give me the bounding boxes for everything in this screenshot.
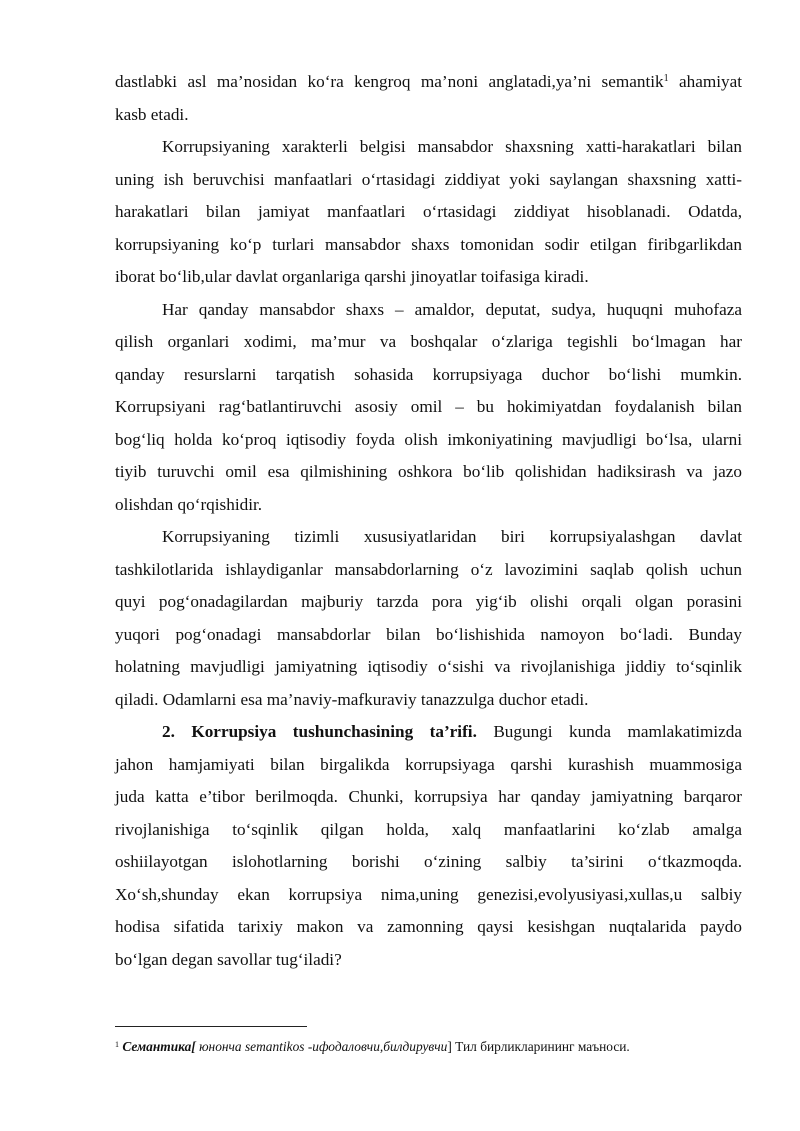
paragraph-line: qanday resurslarni tarqatish sohasida korrupsiyaga duchor bo‘lishi mumkin. [115, 364, 742, 384]
footnote-separator [115, 1026, 307, 1027]
paragraph-line: uning ish beruvchisi manfaatlari o‘rtasidagi ziddiyat yoki saylangan shaxsning xatti- [115, 169, 742, 189]
paragraph-line: juda katta e’tibor berilmoqda. Chunki, korrupsiya har qanday jamiyatning barqaror [115, 787, 742, 806]
paragraph-line: holatning mavjudligi jamiyatning iqtisodiy o‘sishi va rivojlanishiga jiddiy to‘sqinlik [115, 657, 742, 676]
footnote-etymology: юнонча semantikos -ифодаловчи,билдирувчи [195, 1039, 448, 1054]
footnote-marker: 1 [115, 1040, 119, 1049]
paragraph-line: Korrupsiyani rag‘batlantiruvchi asosiy omil – bu hokimiyatdan foydalanish bilan [115, 397, 742, 416]
paragraph-line: korrupsiyaning ko‘p turlari mansabdor shaxs tomonidan sodir etilgan firibgarlikdan [115, 234, 742, 254]
text-run: dastlabki asl ma’nosidan ko‘ra kengroq ma’noni anglatadi,ya’ni semantik [115, 72, 664, 91]
paragraph-line: tashkilotlarida ishlaydiganlar mansabdorlarning o‘z lavozimini saqlab qolish uchun [115, 559, 742, 579]
text-run: Bugungi kunda mamlakatimizda [476, 722, 742, 741]
section-heading: 2. Korrupsiya tushunchasining ta’rifi. [162, 722, 477, 741]
footnote-ref[interactable]: 1 [663, 73, 669, 84]
footnote-term: Семантика[ [122, 1039, 196, 1054]
paragraph-line: Korrupsiyaning tizimli xususiyatlaridan biri korrupsiyalashgan davlat [162, 527, 742, 546]
paragraph-line: iborat bo‘lib,ular davlat organlariga qarshi jinoyatlar toifasiga kiradi. [115, 267, 589, 286]
paragraph-line: bo‘lgan degan savollar tug‘iladi? [115, 949, 342, 969]
text-run: ahamiyat [668, 72, 742, 91]
paragraph-line: bog‘liq holda ko‘proq iqtisodiy foyda olish imkoniyatining mavjudligi bo‘lsa, ularni [115, 429, 742, 449]
paragraph-line: jahon hamjamiyati bilan birgalikda korrupsiyaga qarshi kurashish muammosiga [115, 754, 742, 774]
paragraph-line [115, 66, 742, 99]
paragraph-line: Korrupsiyaning xarakterli belgisi mansabdor shaxsning xatti-harakatlari bilan [162, 137, 742, 156]
paragraph-line: rivojlanishiga to‘sqinlik qilgan holda, xalq manfaatlarini ko‘zlab amalga [115, 819, 742, 839]
paragraph-line: qiladi. Odamlarni esa ma’naviy-mafkuraviy tanazzulga duchor etadi. [115, 689, 589, 709]
footnote [115, 1038, 755, 1056]
paragraph-line: quyi pog‘onadagilardan majburiy tarzda pora yig‘ib olishi orqali olgan porasini [115, 592, 742, 611]
paragraph-line: harakatlari bilan jamiyat manfaatlari o‘rtasidagi ziddiyat hisoblanadi. Odatda, [115, 202, 742, 221]
paragraph-line: hodisa sifatida tarixiy makon va zamonning qaysi kesishgan nuqtalarida paydo [115, 917, 742, 936]
paragraph-line [115, 716, 742, 749]
footnote-definition: ] Тил бирликларининг маъноси. [447, 1039, 630, 1054]
paragraph-line: kasb etadi. [115, 104, 189, 124]
document-body [115, 66, 742, 976]
paragraph-line: qilish organlari xodimi, ma’mur va boshqalar o‘zlariga tegishli bo‘lmagan har [115, 332, 742, 351]
paragraph-line: tiyib turuvchi omil esa qilmishining oshkora bo‘lib qolishidan hadiksirash va jazo [115, 462, 742, 481]
paragraph-line: olishdan qo‘rqishidir. [115, 494, 263, 514]
paragraph-line: Har qanday mansabdor shaxs – amaldor, deputat, sudya, huquqni muhofaza [162, 299, 742, 319]
paragraph-line: Xo‘sh,shunday ekan korrupsiya nima,uning genezisi,evolyusiyasi,xullas,u salbiy [115, 884, 742, 904]
paragraph-line: yuqori pog‘onadagi mansabdorlar bilan bo‘lishishida namoyon bo‘ladi. Bunday [115, 624, 742, 644]
paragraph-line: oshiilayotgan islohotlarning borishi o‘zining salbiy ta’sirini o‘tkazmoqda. [115, 852, 742, 871]
